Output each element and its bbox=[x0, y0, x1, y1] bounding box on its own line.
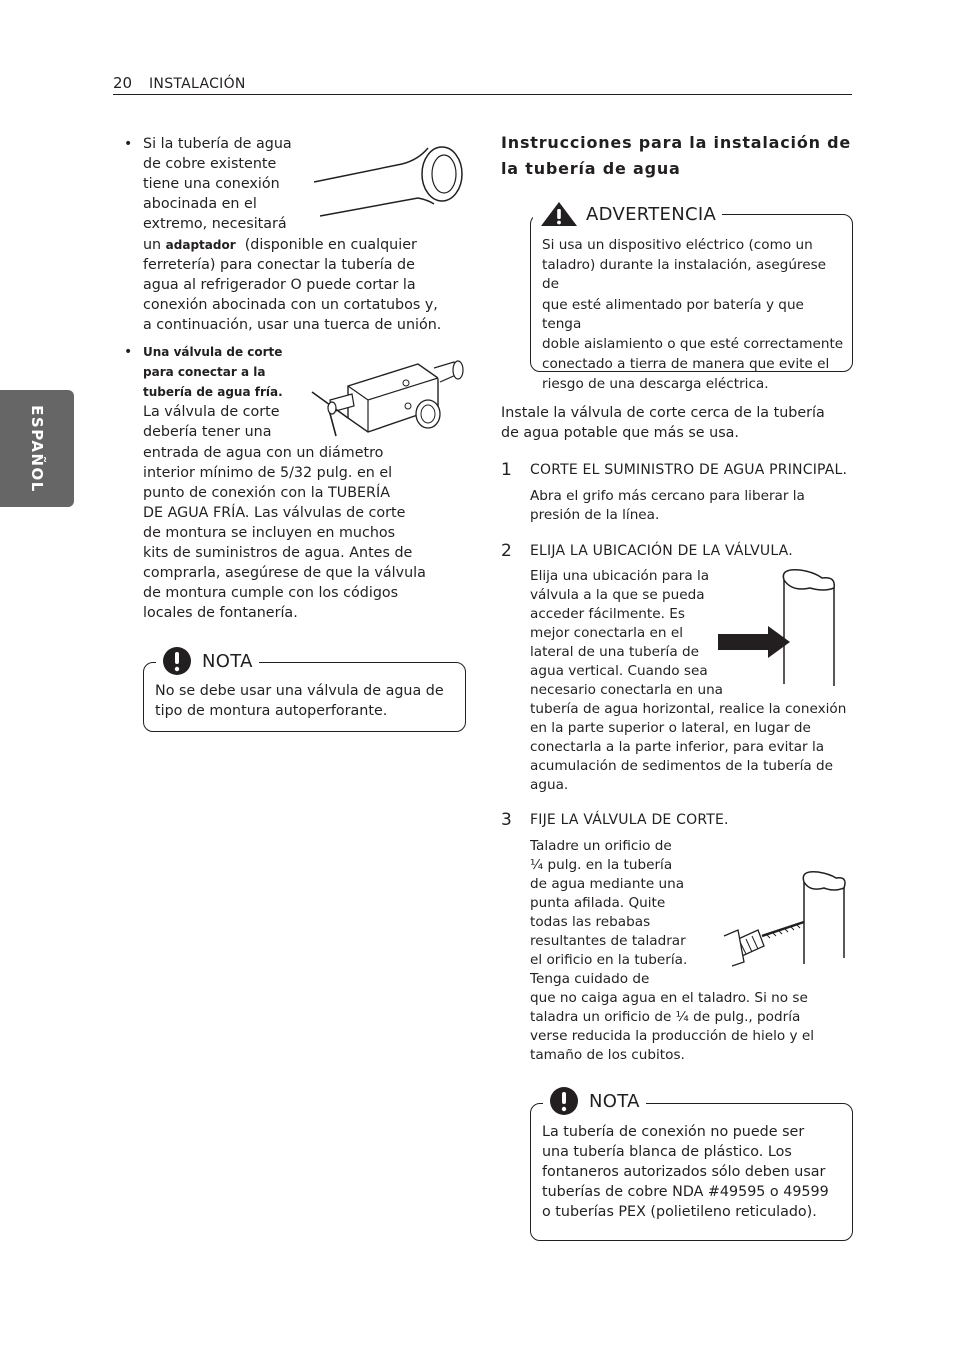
bullet1-text-wide bbox=[143, 235, 463, 335]
note-text bbox=[542, 1122, 847, 1222]
bullet-marker: • bbox=[124, 136, 133, 152]
text-line: la tubería de agua bbox=[501, 159, 681, 178]
text-line: entrada de agua con un diámetro bbox=[143, 445, 384, 461]
text-line: válvula a la que se pueda bbox=[530, 587, 705, 603]
bullet2-text-wide bbox=[143, 443, 463, 623]
text-line: agua al refrigerador O puede cortar la bbox=[143, 277, 416, 293]
text-line: tubería de agua horizontal, realice la conexión bbox=[530, 701, 847, 717]
header-divider bbox=[113, 94, 852, 95]
text-line: de montura cumple con los códigos bbox=[143, 585, 399, 601]
step-number: 2 bbox=[501, 541, 512, 561]
text-line: La tubería de conexión no puede ser bbox=[542, 1124, 805, 1140]
step-number: 3 bbox=[501, 810, 512, 830]
text-line: Elija una ubicación para la bbox=[530, 568, 710, 584]
text-line: conectarla a la parte inferior, para evitar la bbox=[530, 739, 825, 755]
text-line: debería tener una bbox=[143, 424, 272, 440]
text-line: agua. bbox=[530, 777, 569, 793]
step3-text-wide bbox=[530, 989, 852, 1065]
note-title: NOTA bbox=[589, 1090, 640, 1112]
text-line: a continuación, usar una tuerca de unión. bbox=[143, 317, 442, 333]
bullet2-heading bbox=[143, 342, 283, 402]
text-line: o tuberías PEX (polietileno reticulado). bbox=[542, 1204, 817, 1220]
intro-text bbox=[501, 403, 853, 443]
text-line: abocinada en el bbox=[143, 196, 257, 212]
text-line: punto de conexión con la TUBERÍA bbox=[143, 485, 390, 501]
bullet-marker: • bbox=[124, 344, 133, 360]
text-line: conectado a tierra de manera que evite el bbox=[542, 356, 830, 373]
text-line: tiene una conexión bbox=[143, 176, 280, 192]
text-line: agua vertical. Cuando sea bbox=[530, 663, 708, 679]
note-title: NOTA bbox=[202, 650, 253, 672]
text-line: acumulación de sedimentos de la tubería de bbox=[530, 758, 834, 774]
drill-pipe-illustration bbox=[706, 866, 848, 968]
text-line: ¼ pulg. en la tubería bbox=[530, 857, 673, 873]
text-line: locales de fontanería. bbox=[143, 605, 298, 621]
instructions-heading bbox=[501, 130, 853, 182]
text-line: taladro) durante la instalación, asegúrese de bbox=[542, 257, 827, 293]
text-line: tamaño de los cubitos. bbox=[530, 1047, 685, 1063]
text-line: Si usa un dispositivo eléctrico (como un bbox=[542, 237, 813, 253]
text-line: el orificio en la tubería. bbox=[530, 952, 688, 968]
text-fragment: un bbox=[143, 237, 162, 253]
warning-title: ADVERTENCIA bbox=[586, 203, 717, 225]
exclamation-icon bbox=[162, 646, 192, 676]
text-line: todas las rebabas bbox=[530, 914, 651, 930]
exclamation-icon bbox=[549, 1086, 579, 1116]
step2-text-wide bbox=[530, 700, 852, 795]
text-line: Una válvula de corte bbox=[143, 345, 283, 359]
text-line: riesgo de una descarga eléctrica. bbox=[542, 376, 769, 393]
text-line: resultantes de taladrar bbox=[530, 933, 686, 949]
text-line: tuberías de cobre NDA #49595 o 49599 bbox=[542, 1184, 829, 1200]
language-tab bbox=[0, 390, 74, 507]
text-line: fontaneros autorizados sólo deben usar bbox=[542, 1164, 826, 1180]
text-line: conexión abocinada con un cortatubos y, bbox=[143, 297, 438, 313]
text-line: necesario conectarla en una bbox=[530, 682, 724, 698]
bullet1-text-narrow bbox=[143, 134, 318, 234]
text-line: kits de suministros de agua. Antes de bbox=[143, 545, 413, 561]
note-header-rule bbox=[653, 1103, 833, 1104]
text-line: extremo, necesitará bbox=[143, 216, 287, 232]
bullet2-text-narrow bbox=[143, 402, 280, 442]
text-line: lateral de una tubería de bbox=[530, 644, 699, 660]
text-line: presión de la línea. bbox=[530, 507, 660, 523]
text-line: de montura se incluyen en muchos bbox=[143, 525, 396, 541]
section-title: INSTALACIÓN bbox=[149, 76, 246, 92]
step3-text-narrow bbox=[530, 837, 687, 989]
text-line: La válvula de corte bbox=[143, 404, 280, 420]
text-line: DE AGUA FRÍA. Las válvulas de corte bbox=[143, 505, 406, 521]
text-line: tipo de montura autoperforante. bbox=[155, 703, 388, 719]
warning-text bbox=[542, 236, 847, 394]
step1-text bbox=[530, 487, 850, 525]
text-fragment: (disponible en cualquier bbox=[244, 237, 417, 253]
adapter-term: adaptador bbox=[165, 238, 236, 252]
step2-text-narrow bbox=[530, 567, 723, 700]
text-line: de agua mediante una bbox=[530, 876, 685, 892]
text-line: ferretería) para conectar la tubería de bbox=[143, 257, 415, 273]
text-line: interior mínimo de 5/32 pulg. en el bbox=[143, 465, 393, 481]
language-tab-label: ESPAÑOL bbox=[28, 404, 46, 493]
text-line: taladra un orificio de ¼ de pulg., podría bbox=[530, 1009, 801, 1025]
text-line: Instrucciones para la instalación de bbox=[501, 133, 852, 152]
text-line: No se debe usar una válvula de agua de bbox=[155, 683, 444, 699]
flared-pipe-illustration bbox=[310, 142, 468, 222]
text-line: mejor conectarla en el bbox=[530, 625, 683, 641]
vertical-pipe-arrow-illustration bbox=[714, 566, 840, 688]
text-line: para conectar a la bbox=[143, 365, 266, 379]
text-line: Instale la válvula de corte cerca de la tubería bbox=[501, 405, 825, 421]
text-line: acceder fácilmente. Es bbox=[530, 606, 685, 622]
text-line: punta afilada. Quite bbox=[530, 895, 666, 911]
note-header bbox=[543, 1086, 646, 1116]
text-line: una tubería blanca de plástico. Los bbox=[542, 1144, 792, 1160]
text-line: que no caiga agua en el taladro. Si no se bbox=[530, 990, 808, 1006]
text-line bbox=[143, 235, 463, 255]
note-text bbox=[155, 681, 444, 721]
step-number: 1 bbox=[501, 460, 512, 480]
warning-header-rule bbox=[744, 214, 832, 215]
text-line: de agua potable que más se usa. bbox=[501, 425, 739, 441]
text-line: en la parte superior o lateral, en lugar de bbox=[530, 720, 811, 736]
text-line: doble aislamiento o que esté correctamente bbox=[542, 335, 844, 352]
warning-header bbox=[533, 199, 722, 229]
text-line: Taladre un orificio de bbox=[530, 838, 672, 854]
note-header-rule bbox=[266, 662, 446, 663]
step-title: FIJE LA VÁLVULA DE CORTE. bbox=[530, 812, 729, 828]
page-number: 20 bbox=[113, 74, 133, 92]
text-line: Si la tubería de agua bbox=[143, 136, 292, 152]
text-line: Abra el grifo más cercano para liberar la bbox=[530, 488, 805, 504]
text-line: que esté alimentado por batería y que tenga bbox=[542, 296, 804, 332]
shutoff-valve-illustration bbox=[308, 356, 470, 438]
text-line: Tenga cuidado de bbox=[530, 971, 650, 987]
warning-triangle-icon bbox=[539, 200, 579, 228]
text-line: verse reducida la producción de hielo y el bbox=[530, 1028, 815, 1044]
text-line: tubería de agua fría. bbox=[143, 385, 283, 399]
step-title: CORTE EL SUMINISTRO DE AGUA PRINCIPAL. bbox=[530, 462, 848, 478]
text-line: comprarla, asegúrese de que la válvula bbox=[143, 565, 426, 581]
step-title: ELIJA LA UBICACIÓN DE LA VÁLVULA. bbox=[530, 543, 793, 559]
text-line: de cobre existente bbox=[143, 156, 277, 172]
note-header bbox=[156, 646, 259, 676]
